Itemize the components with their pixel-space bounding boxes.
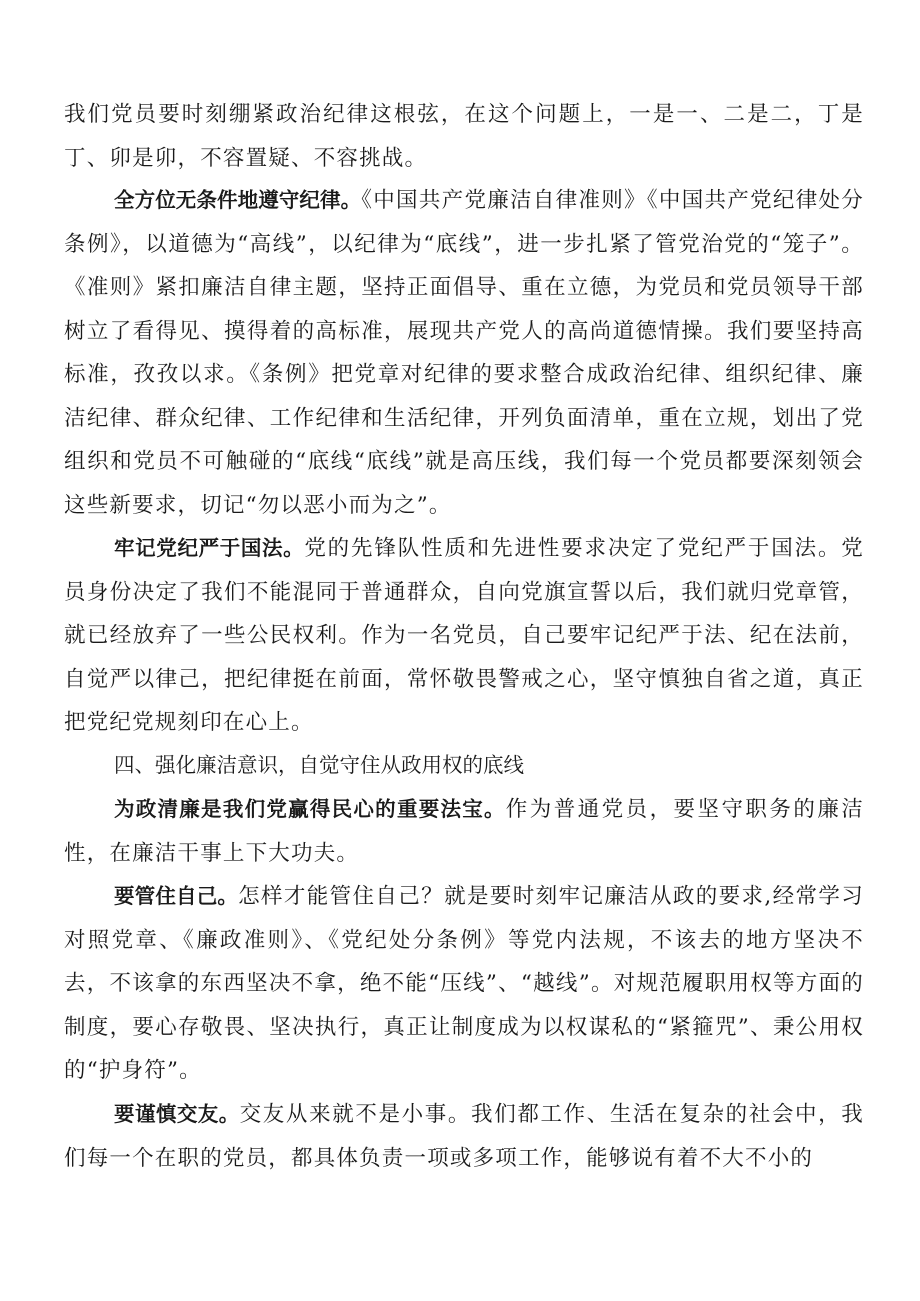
paragraph-lead: 为政清廉是我们党赢得民心的重要法宝。 [114,797,506,821]
paragraph-friends [64,1093,864,1180]
paragraph-text: 作为普通党员，要坚守职务的廉洁性，在廉洁干事上下大功夫。 [64,797,864,866]
paragraph-text: 怎样才能管住自己？就是要时刻牢记廉洁从政的要求,经常学习对照党章、《廉政准则》、《党纪处分条例》等党内法规，不该去的地方坚决不去，不该拿的东西坚决不拿，绝不能“压线”、“越线”。对规范履职用权等方面的制度，要心存敬畏、坚决执行，真正让制度成为以权谋私的“紧箍咒”、秉公用权的“护身符”。 [64,884,865,1083]
paragraph-continuation [64,93,864,180]
paragraph-lead: 要管住自己。 [114,884,239,908]
paragraph-self-control [64,875,864,1093]
section-heading: 四、强化廉洁意识，自觉守住从政用权的底线 [114,753,524,777]
paragraph-lead: 要谨慎交友。 [114,1102,240,1126]
paragraph-text: 我们党员要时刻绷紧政治纪律这根弦，在这个问题上，一是一、二是二，丁是丁、卯是卯，不容置疑、不容挑战。 [64,102,864,171]
paragraph-lead: 全方位无条件地遵守纪律。 [114,188,362,212]
paragraph-party-law [64,527,864,745]
paragraph-discipline [64,179,864,527]
paragraph-text: 交友从来就不是小事。我们都工作、生活在复杂的社会中，我们每一个在职的党员，都具体负责一项或多项工作，能够说有着不大不小的 [64,1102,865,1171]
paragraph-lead: 牢记党纪严于国法。 [114,536,305,560]
paragraph-text: 《中国共产党廉洁自律准则》《中国共产党纪律处分条例》，以道德为“高线”，以纪律为“底线”，进一步扎紧了管党治党的“笼子”。《准则》紧扣廉洁自律主题，坚持正面倡导、重在立德，为党员和党员领导干部树立了看得见、摸得着的高标准，展现共产党人的高尚道德情操。我们要坚持高标准，孜孜以求。《条例》把党章对纪律的要求整合成政治纪律、组织纪律、廉洁纪律、群众纪律、工作纪律和生活纪律，开列负面清单，重在立规，划出了党组织和党员不可触碰的“底线“底线”就是高压线，我们每一个党员都要深刻领会这些新要求，切记“勿以恶小而为之”。 [64,188,864,518]
paragraph-integrity [64,788,864,875]
paragraph-text: 党的先锋队性质和先进性要求决定了党纪严于国法。党员身份决定了我们不能混同于普通群众，自向党旗宣誓以后，我们就归党章管，就已经放弃了一些公民权利。作为一名党员，自己要牢记纪严于法、纪在法前，自觉严以律己，把纪律挺在前面，常怀敬畏警戒之心，坚守慎独自省之道，真正把党纪党规刻印在心上。 [64,536,864,735]
